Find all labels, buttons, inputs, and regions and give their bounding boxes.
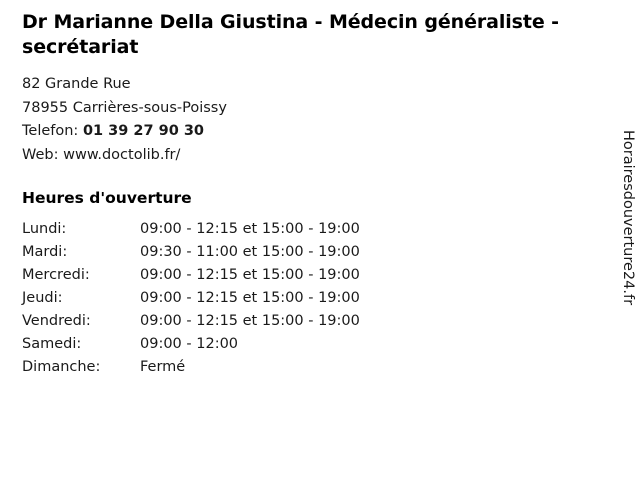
- web-line: [22, 144, 602, 167]
- address-city: 78955 Carrières-sous-Poissy: [22, 99, 227, 116]
- table-row: [22, 290, 360, 313]
- day-label: Mercredi:: [22, 267, 90, 284]
- web-label: Web:: [22, 146, 64, 163]
- opening-hours-table: [22, 221, 360, 382]
- day-label: Mardi:: [22, 244, 68, 261]
- day-label: Dimanche:: [22, 359, 101, 376]
- address-street: 82 Grande Rue: [22, 76, 131, 93]
- table-row: [22, 359, 360, 382]
- day-label: Samedi:: [22, 336, 82, 353]
- day-hours: 09:00 - 12:15 et 15:00 - 19:00: [140, 221, 360, 238]
- table-row: [22, 221, 360, 244]
- address-block: [22, 73, 602, 167]
- web-url[interactable]: www.doctolib.fr/: [63, 146, 181, 163]
- day-hours: 09:30 - 11:00 et 15:00 - 19:00: [140, 244, 360, 261]
- phone-line: [22, 120, 602, 143]
- page-title: Dr Marianne Della Giustina - Médecin généraliste - secrétariat: [22, 11, 559, 58]
- day-hours: 09:00 - 12:00: [140, 336, 239, 353]
- opening-hours-heading: Heures d'ouverture: [22, 189, 192, 208]
- day-label: Vendredi:: [22, 313, 91, 330]
- table-row: [22, 244, 360, 267]
- day-hours: 09:00 - 12:15 et 15:00 - 19:00: [140, 267, 360, 284]
- phone-number: 01 39 27 90 30: [82, 123, 205, 140]
- table-row: [22, 267, 360, 290]
- day-hours: 09:00 - 12:15 et 15:00 - 19:00: [140, 290, 360, 307]
- phone-label: Telefon:: [22, 123, 83, 140]
- day-hours: Fermé: [140, 359, 186, 376]
- main-content: [22, 10, 602, 382]
- day-label: Lundi:: [22, 221, 67, 238]
- table-row: [22, 313, 360, 336]
- day-hours: 09:00 - 12:15 et 15:00 - 19:00: [140, 313, 360, 330]
- day-label: Jeudi:: [22, 290, 63, 307]
- watermark-site-name: Horairesdouverture24.fr: [620, 130, 636, 306]
- table-row: [22, 336, 360, 359]
